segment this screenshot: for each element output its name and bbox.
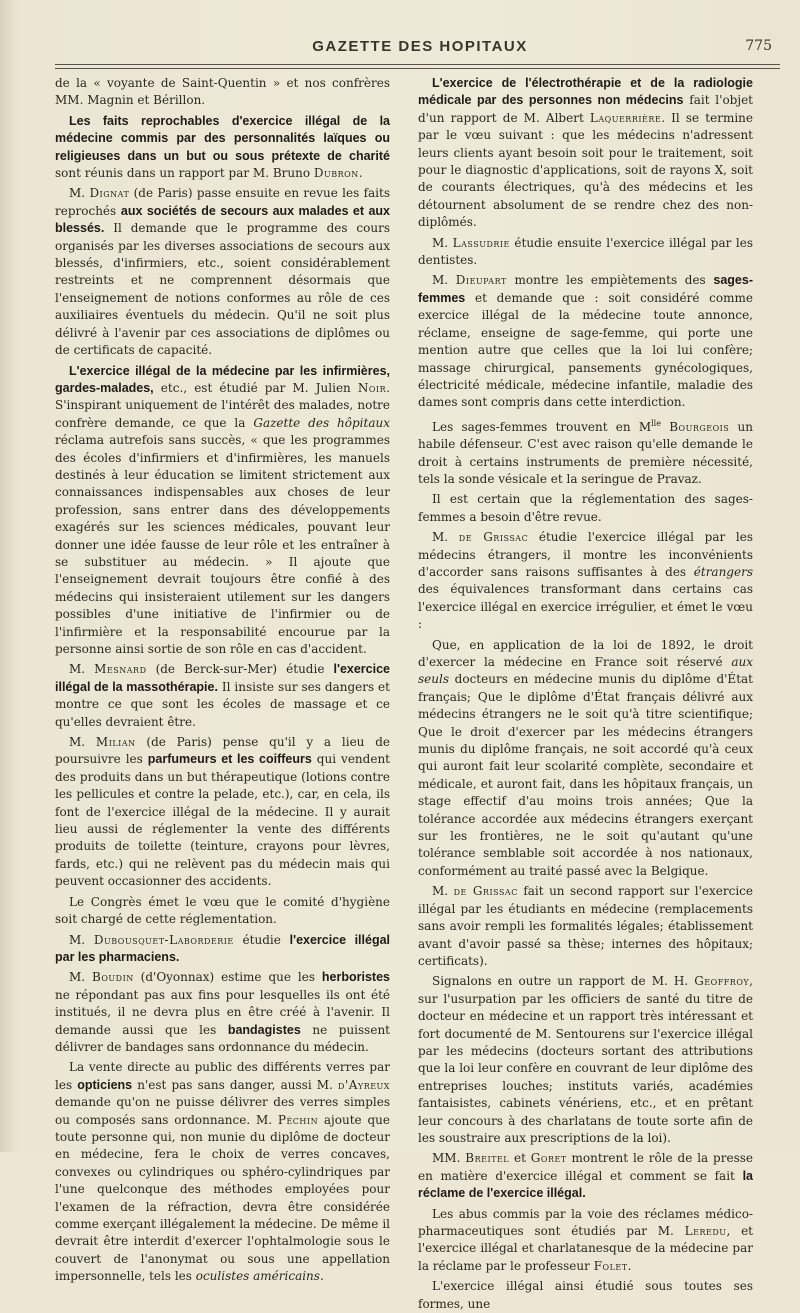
text-run: aux seuls — [418, 655, 753, 687]
text-run: M. — [432, 273, 456, 288]
author-name: de Grissac — [453, 884, 518, 899]
paragraph — [55, 734, 390, 891]
paragraph — [55, 894, 390, 929]
bold-heading-text: l'exercice illégal par les pharmaciens. — [55, 932, 391, 964]
text-run: (de Paris) passe ensuite en revue les faits reprochés — [55, 186, 390, 218]
text-run: Le Congrès émet le vœu que le comité d'hygiène soit chargé de cette réglementation. — [55, 894, 390, 927]
text-run: Il demande que le programme des cours organisés par les diverses associations de secours aux blessés, d'infirmiers, etc., soient considérablement restreints et ne comprennent désormais que l'enseignement de notions conformes au rôle de ces auxiliaires éventuels du médecin. Qu'il ne soit plus délivré à l'avenir par ces associations de diplômes ou de certificats de capacité. — [55, 221, 390, 358]
author-name: Lassudrie — [452, 235, 510, 250]
text-run: . S'inspirant uniquement de l'intérêt des malades, notre confrère demande, ce que la — [55, 380, 390, 430]
text-run: Signalons en outre un rapport de M. H. — [432, 974, 695, 989]
text-run: (d'Oyonnax) estime que les — [133, 970, 322, 985]
paragraph — [418, 973, 753, 1147]
paragraph — [418, 1206, 753, 1276]
text-run: M. — [432, 884, 454, 899]
text-run: Il est certain que la réglementation des sages-femmes a besoin d'être revue. — [418, 492, 753, 524]
author-name: Goret — [530, 1151, 567, 1166]
text-run: n'est pas sans danger, aussi M. — [132, 1077, 339, 1092]
text-run: étudie l'exercice illégal par les médecins étrangers, il montre les inconvénients d'accorder sans raisons suffisantes à des — [418, 530, 754, 579]
bold-heading-text: Les faits reprochables d'exercice illégal de la médecine commis par des personnalités laïques ou religieuses dans un but ou sous prétexte de charité — [55, 113, 390, 163]
author-name: de Grissac — [458, 530, 529, 545]
paragraph — [55, 932, 390, 967]
text-run: des équivalences transformant dans certains cas l'exercice illégal en exercice irrégulier, et émet le vœu : — [418, 582, 753, 632]
text-run: (de Paris) pense qu'il y a lieu de poursuivre les — [55, 735, 390, 767]
text-run: Les sages-femmes trouvent en M — [432, 419, 652, 434]
text-run: demande qu'on ne puisse délivrer des verres simples ou composés sans ordonnance. M. — [55, 1095, 390, 1127]
text-run: M. — [432, 235, 453, 250]
text-run: Les abus commis par la voie des réclames médico-pharmaceutiques sont étudiés par M. — [418, 1206, 753, 1238]
paragraph — [418, 637, 753, 881]
paragraph — [418, 235, 753, 270]
paragraph — [55, 363, 390, 659]
text-run: . — [627, 1258, 632, 1273]
paragraph — [55, 661, 390, 731]
text-run: montre les empiètements des — [506, 273, 714, 288]
author-name: Folet — [593, 1258, 628, 1273]
text-run: . — [319, 1269, 324, 1284]
author-name: Mesnard — [94, 662, 147, 677]
text-run: fait un second rapport sur l'exercice illégal par les étudiants en médecine (remplacements sans avoir rempli les formalités légales; établissement avant d'avoir passé sa thèse; internes des hôpitaux; certificats). — [418, 884, 753, 968]
text-run — [661, 420, 669, 434]
bold-heading-text: la réclame de l'exercice illégal. — [418, 1168, 753, 1201]
text-run: Que, en application de la loi de 1892, le droit d'exercer la médecine en France soit réservé — [418, 637, 753, 669]
paragraph — [418, 529, 753, 633]
paragraph — [55, 969, 390, 1056]
journal-title: GAZETTE DES HOPITAUX — [312, 38, 528, 55]
text-run: M. — [69, 932, 94, 947]
bold-heading-text: parfumeurs et les coiffeurs — [147, 752, 312, 767]
text-run: ne puissent délivrer de bandages sans ordonnance du médecin. — [55, 1022, 390, 1054]
text-run: MM. — [432, 1151, 466, 1166]
paragraph — [418, 491, 753, 526]
text-run: docteurs en médecine munis du diplôme d'État français; Que le diplôme d'État français délivré aux médecins étrangers ne le soit qu'à titre scientifique; Que le droit d'exercer par les médecins étrangers munis du diplôme français, ne soit accordé qu'à ceux qui auront fait leur scolarité complète, secondaire et médicale, et auront fait, dans les hôpitaux français, un stage effectif d'au moins trois années; Que la tolérance accordée aux médecins étrangers exerçant sur les frontières, ne le soit qu'autant qu'une tolérance semblable soit accordée à nos nationaux, conformément au traité passé avec la Belgique. — [418, 672, 753, 878]
paragraph — [418, 1150, 753, 1202]
text-run: fait l'objet d'un rapport de M. Albert — [418, 93, 753, 125]
text-run: étrangers — [693, 564, 753, 579]
text-run: de la « voyante de Saint-Quentin » et nos confrères MM. Magnin et Bérillon. — [55, 76, 390, 108]
text-run: oculistes américains — [195, 1269, 320, 1284]
text-run: L'exercice illégal ainsi étudié sous toutes ses formes, une — [418, 1279, 753, 1311]
text-run: M. — [69, 970, 93, 985]
text-run: réclama autrefois sans succès, « que les programmes des écoles d'infirmiers et d'infirmières, les manuels destinés à leur éducation se limitent strictement aux connaissances indispensables aux choses de leur profession, sans entrer dans des développements exagérés sur les sciences médicales, pouvant leur donner une idée fausse de leur rôle et les entraîner à se substituer au médecin. » Il ajoute que l'enseignement devrait toujours être confié à des médecins qui insisteraient utilement sur les dangers possibles d'une initiative de l'infirmier ou de l'infirmière et la responsabilité encourue par la personne ainsi sortie de son rôle en cas d'accident. — [55, 433, 390, 656]
text-run: Il insiste sur ses dangers et montre ce que sont les écoles de massage et ce qu'elles devraient être. — [55, 679, 390, 729]
paragraph — [418, 272, 753, 411]
text-run: (de Berck-sur-Mer) étudie — [146, 662, 334, 677]
author-name: Milian — [95, 735, 136, 750]
text-run: un habile défenseur. C'est avec raison qu'elle demande le droit à certains instruments de première nécessité, tels la sonde vésicale et la seringue de Pravaz. — [418, 419, 753, 486]
text-run: M. — [69, 735, 96, 750]
author-name: Dignat — [89, 186, 130, 201]
author-name: Dubousquet-Laborderie — [93, 932, 234, 947]
text-run: M. — [432, 530, 459, 545]
text-run: montrent le rôle de la presse en matière d'exercice illégal et comment se fait — [418, 1151, 753, 1183]
text-run: et demande que : soit considéré comme exercice illégal de la médecine toute annonce, réclame, enseigne de sage-femme, qui porte une mention autre que celles que la loi lui confère; massage chirurgical, pansements gynécologiques, électricité médicale, médecine infantile, maladie des dames sont compris dans cette interdiction. — [418, 290, 753, 410]
bold-heading-text: L'exercice de l'électrothérapie et de la radiologie médicale par des personnes non médecins — [418, 76, 753, 108]
text-run: étudie ensuite l'exercice illégal par les dentistes. — [418, 235, 753, 268]
bold-heading-text: l'exercice illégal de la massothérapie. — [55, 662, 390, 694]
header-rule — [55, 64, 780, 65]
text-run: M. — [69, 662, 95, 677]
paragraph — [418, 883, 753, 970]
text-run: étudie — [233, 932, 290, 947]
paragraph — [55, 75, 390, 110]
text-run: et — [509, 1151, 531, 1166]
bold-heading-text: bandagistes — [227, 1022, 301, 1037]
author-name: Bourgeois — [669, 419, 730, 434]
text-run: Gazette des hôpitaux — [253, 415, 390, 430]
author-name: Boudin — [92, 970, 134, 985]
author-name: Péchin — [277, 1112, 319, 1127]
text-run: La vente directe au public des différents verres par les — [55, 1060, 390, 1092]
running-header — [60, 38, 780, 62]
text-run: M. — [69, 186, 90, 201]
author-name: Dubron — [313, 166, 359, 181]
text-run: . Il se termine par le vœu suivant : que les médecins n'adressent leurs clients ayant besoin soit pour le traitement, soit pour le diagnostic d'applications, soit de rayons X, soit de courants électriques, qu'à des médecins et les détournent absolument de se rendre chez des non-diplômés. — [418, 110, 753, 230]
author-name: d'Ayreux — [338, 1077, 390, 1092]
text-run: lle — [651, 418, 661, 428]
text-run: , sur l'usurpation par les officiers de santé du titre de docteur en médecine et un rapport très intéressant et fort documenté de M. Sentourens sur l'exercice illégal par les médecins (docteurs sortant des attributions que la loi leur confère en couvrant de leur diplôme des entreprises louches; instituts variés, académies fantaisistes, cabinets vénériens, etc., et en prêtant leur concours à des charlatans de toute sorte afin de les soustraire aux prescriptions de la loi). — [418, 974, 753, 1145]
bold-heading-text: L'exercice illégal de la médecine par les infirmières, gardes-malades, — [55, 363, 390, 395]
text-run: , et l'exercice illégal et charlatanesque de la médecine par la réclame par le professeur — [418, 1224, 754, 1273]
author-name: Leredu — [684, 1224, 727, 1238]
page-number: 775 — [745, 38, 772, 54]
paragraph — [418, 415, 753, 489]
author-name: Geoffroy — [694, 974, 750, 989]
text-run: ajoute que toute personne qui, non munie du diplôme de docteur en médecine, fera le choix de verres concaves, convexes ou cylindriques ou sphéro-cylindriques par l'une quelconque des méthodes employées pour l'examen de la réfraction, devra être considérée comme exerçant illégalement la médecine. De même il devrait être interdit d'exercer l'ophtalmologie sous le couvert de l'anonymat ou sous une appellation impersonnelle, tels les — [55, 1112, 390, 1284]
paragraph — [55, 113, 390, 183]
paragraph — [55, 1059, 390, 1285]
text-run: ne répondant pas aux fins pour lesquelles ils ont été institués, il ne devra plus en être créé à l'avenir. Il demande aussi que les — [55, 987, 390, 1037]
right-column — [418, 75, 754, 1311]
bold-heading-text: opticiens — [77, 1077, 133, 1092]
author-name: Noir — [357, 380, 387, 395]
header-rule-thin — [55, 68, 780, 69]
bold-heading-text: herboristes — [321, 970, 390, 985]
paragraph — [55, 185, 390, 359]
text-run: sont réunis dans un rapport par M. Bruno — [55, 166, 314, 181]
author-name: Laquerrière — [589, 110, 662, 125]
bold-heading-text: sages-femmes — [418, 273, 753, 305]
author-name: Dieupart — [455, 273, 507, 288]
left-column — [55, 75, 391, 1284]
paragraph — [418, 1278, 753, 1313]
bold-heading-text: aux sociétés de secours aux malades et aux blessés. — [55, 203, 390, 236]
author-name: Breitel — [465, 1151, 510, 1166]
text-run: . — [358, 166, 363, 181]
text-run: etc., est étudié par M. Julien — [153, 380, 358, 395]
text-run: qui vendent des produits dans un but thérapeutique (lotions contre les pellicules et contre la pelade, etc.), car, en cela, ils font de l'exercice illégal de la médecine. Il y aurait lieu aussi de réglementer la vente des différents produits de toilette (teinture, crayons pour lèvres, fards, etc.) qui ne relèvent pas du médecin mais qui peuvent occasionner des accidents. — [55, 752, 390, 889]
paragraph — [418, 75, 753, 232]
